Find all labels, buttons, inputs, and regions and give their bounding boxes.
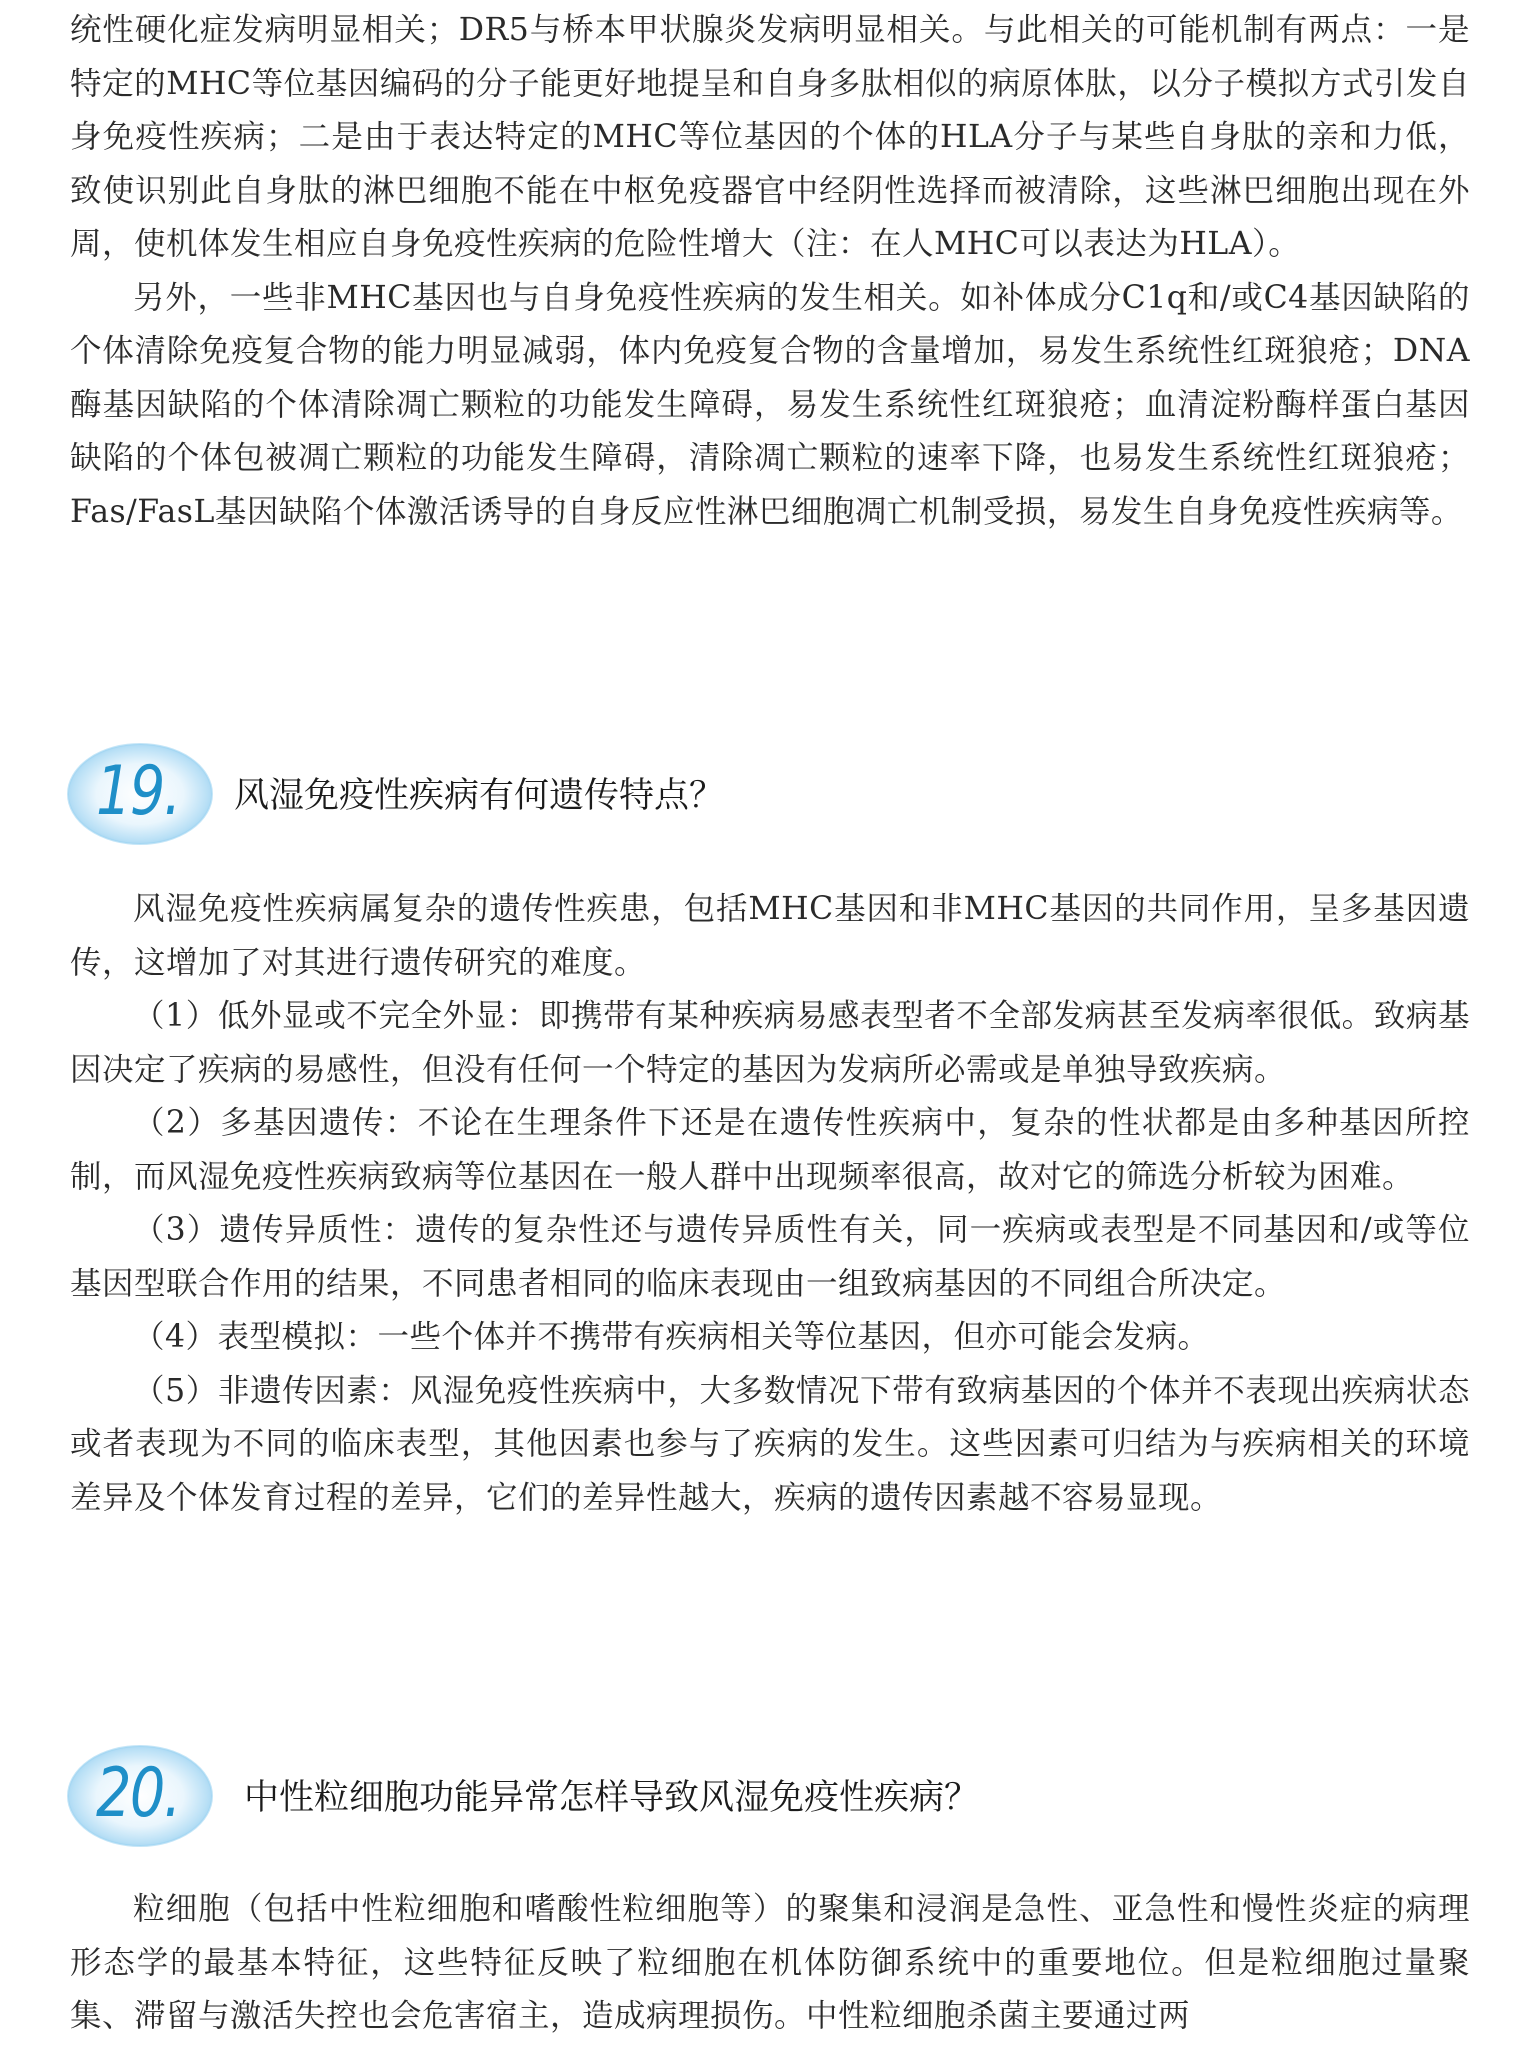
section-title: 中性粒细胞功能异常怎样导致风湿免疫性疾病？ xyxy=(244,1778,980,1818)
section-20-paragraph: 粒细胞（包括中性粒细胞和嗜酸性粒细胞等）的聚集和浸润是急性、亚急性和慢性炎症的病理形态学的最基本特征，这些特征反映了粒细胞在机体防御系统中的重要地位。但是粒细胞过量聚集、滞留与激活失控也会危害宿主，造成病理损伤。中性粒细胞杀菌主要通过两 xyxy=(70,1891,1470,2034)
section-20-heading xyxy=(66,1740,1466,1860)
section-19-item-4: （4）表型模拟：一些个体并不携带有疾病相关等位基因，但亦可能会发病。 xyxy=(133,1319,1210,1355)
section-20-body xyxy=(70,1883,1470,2044)
section-19-heading xyxy=(66,738,1466,858)
intro-block xyxy=(70,4,1470,539)
section-number: 20. xyxy=(96,1754,180,1833)
section-19-item-3: （3）遗传异质性：遗传的复杂性还与遗传异质性有关，同一疾病或表型是不同基因和/或等位基因型联合作用的结果，不同患者相同的临床表现由一组致病基因的不同组合所决定。 xyxy=(70,1212,1470,1302)
intro-paragraph-1: 统性硬化症发病明显相关；DR5与桥本甲状腺炎发病明显相关。与此相关的可能机制有两点：一是特定的MHC等位基因编码的分子能更好地提呈和自身多肽相似的病原体肽，以分子模拟方式引发自身免疫性疾病；二是由于表达特定的MHC等位基因的个体的HLA分子与某些自身肽的亲和力低，致使识别此自身肽的淋巴细胞不能在中枢免疫器官中经阴性选择而被清除，这些淋巴细胞出现在外周，使机体发生相应自身免疫性疾病的危险性增大（注：在人MHC可以表达为HLA）。 xyxy=(70,12,1470,262)
section-19-paragraph: 风湿免疫性疾病属复杂的遗传性疾患，包括MHC基因和非MHC基因的共同作用，呈多基因遗传，这增加了对其进行遗传研究的难度。 xyxy=(70,891,1470,981)
section-title: 风湿免疫性疾病有何遗传特点？ xyxy=(234,776,725,816)
section-19-body xyxy=(70,883,1470,1525)
section-19-item-2: （2）多基因遗传：不论在生理条件下还是在遗传性疾病中，复杂的性状都是由多种基因所控制，而风湿免疫性疾病致病等位基因在一般人群中出现频率很高，故对它的筛选分析较为困难。 xyxy=(70,1105,1470,1195)
section-number: 19. xyxy=(96,752,180,831)
section-19-item-5: （5）非遗传因素：风湿免疫性疾病中，大多数情况下带有致病基因的个体并不表现出疾病状态或者表现为不同的临床表型，其他因素也参与了疾病的发生。这些因素可归结为与疾病相关的环境差异及个体发育过程的差异，它们的差异性越大，疾病的遗传因素越不容易显现。 xyxy=(70,1372,1470,1516)
section-19-item-1: （1）低外显或不完全外显：即携带有某种疾病易感表型者不全部发病甚至发病率很低。致病基因决定了疾病的易感性，但没有任何一个特定的基因为发病所必需或是单独导致疾病。 xyxy=(70,998,1470,1088)
intro-paragraph-2: 另外，一些非MHC基因也与自身免疫性疾病的发生相关。如补体成分C1q和/或C4基因缺陷的个体清除免疫复合物的能力明显减弱，体内免疫复合物的含量增加，易发生系统性红斑狼疮；DNA酶基因缺陷的个体清除凋亡颗粒的功能发生障碍，易发生系统性红斑狼疮；血清淀粉酶样蛋白基因缺陷的个体包被凋亡颗粒的功能发生障碍，清除凋亡颗粒的速率下降，也易发生系统性红斑狼疮；Fas/FasL基因缺陷个体激活诱导的自身反应性淋巴细胞凋亡机制受损，易发生自身免疫性疾病等。 xyxy=(70,279,1470,530)
